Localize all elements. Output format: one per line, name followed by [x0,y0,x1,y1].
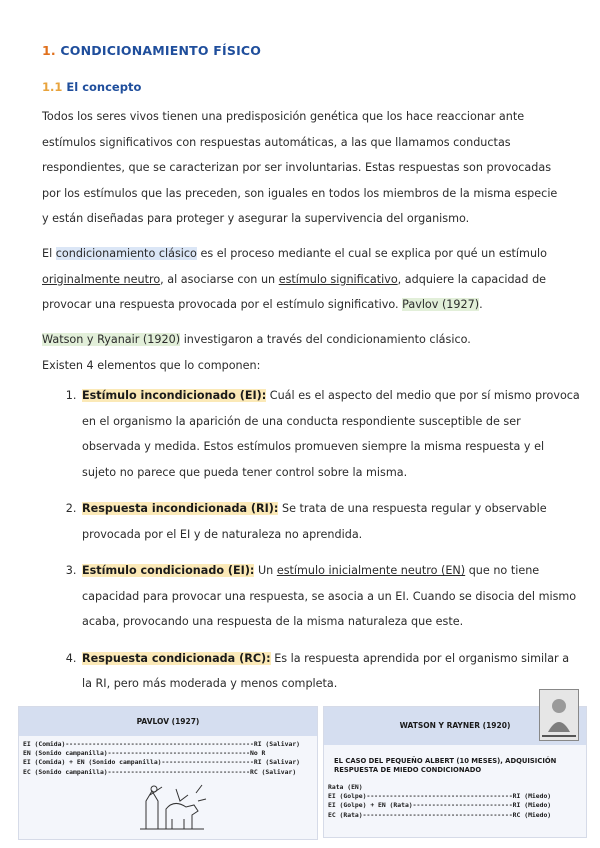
item-term: Respuesta condicionada (RC): [82,651,271,665]
list-item [80,646,580,697]
elements-list [56,383,580,708]
diagram-line: Rata (EN) [328,783,363,791]
intro-paragraph: Todos los seres vivos tienen una predisposición genética que los hace reaccionar ante estímulos significativos con respuestas automáticas, a las que llamamos conductas respondientes, que se caracterizan por ser involuntarias. Estas respuestas son provocadas por los estímulos que las preceden, son iguales en todos los miembros de la misma especie y están diseñadas para proteger y asegurar la supervivencia del organismo. [42,110,558,225]
term-originally-neutral: originalmente neutro [42,272,161,286]
little-albert-photo [539,689,579,741]
item-text: Un [254,564,277,577]
pavlov-lines [19,736,317,777]
watson-lines [324,775,586,820]
term-significant-stimulus: estímulo significativo [278,272,398,286]
item-term: Estímulo incondicionado (EI): [82,389,267,402]
pavlov-title: PAVLOV (1927) [19,707,317,736]
diagram-line: EI (Comida) + EN (Sonido campanilla)------------------------RI (Salivar) [23,758,301,767]
elements-intro: Existen 4 elementos que lo componen: [42,358,261,372]
diagram-line: EN (Sonido campanilla)-------------------------------------No R [23,749,266,758]
item-term: Respuesta incondicionada (RI): [82,502,279,515]
section-title: CONDICIONAMIENTO FÍSICO [60,43,262,58]
citation-pavlov: Pavlov (1927) [402,298,480,311]
baby-photo-icon [540,690,578,740]
item-text: que no tiene capacidad para provocar una respuesta, se asocia a un EI. Cuando se disocia del mismo acaba, provocando una respuesta de la misma naturaleza que este. [82,564,577,628]
item-term: Estímulo condicionado (EI): [82,564,255,577]
term-classical-conditioning: condicionamiento clásico [55,247,197,260]
watson-title: WATSON Y RAYNER (1920) [324,707,586,745]
list-item [80,558,580,635]
text-run: . [479,298,483,311]
diagram-line: EI (Comida)-------------------------------------------------RI (Salivar) [23,740,301,748]
classical-conditioning-paragraph [42,241,562,318]
diagram-line: EI (Golpe) + EN (Rata)--------------------------RI (Miedo) [328,801,552,810]
item-text: Es la respuesta aprendida por el organismo similar a la RI, pero más moderada y menos completa. [82,651,570,690]
pavlov-dog-sketch [136,781,208,833]
diagram-line: EC (Sonido campanilla)-------------------------------------RC (Salivar) [23,767,297,776]
diagram-line: EC (Rata)---------------------------------------RC (Miedo) [328,810,552,819]
watson-description: EL CASO DEL PEQUEÑO ALBERT (10 MESES), ADQUISICIÓN RESPUESTA DE MIEDO CONDICIONADO [334,757,557,774]
text-run: investigaron a través del condicionamiento clásico. [180,333,471,346]
list-item [80,383,580,485]
text-run: El [42,247,56,260]
item-text: Cuál es el aspecto del medio que por sí mismo provoca en el organismo la aparición de una conducta respondiente susceptible de ser observada y medida. Estos estímulos promueven siempre la misma respuesta y el sujeto no parece que pueda tener control sobre la misma. [82,389,580,479]
subsection-number: 1.1 [42,80,63,94]
watson-paragraph [42,327,562,378]
text-run: , al asociarse con un [160,272,279,286]
subsection-title: El concepto [66,80,142,94]
section-number: 1. [42,43,56,58]
item-text-underlined: estímulo inicialmente neutro (EN) [276,564,466,577]
subsection-heading [42,80,141,94]
item-text: Se trata de una respuesta regular y observable provocada por el EI y de naturaleza no aprendida. [82,502,547,541]
diagram-line: EI (Golpe)--------------------------------------RI (Miedo) [328,792,552,801]
list-item [80,496,580,547]
text-run: , adquiere la capacidad de provocar una respuesta provocada por el estímulo significativo. [42,272,547,311]
text-run: es el proceso mediante el cual se explica por qué un estímulo [196,247,547,260]
citation-watson: Watson y Ryanair (1920) [42,333,181,346]
section-heading [42,43,261,58]
